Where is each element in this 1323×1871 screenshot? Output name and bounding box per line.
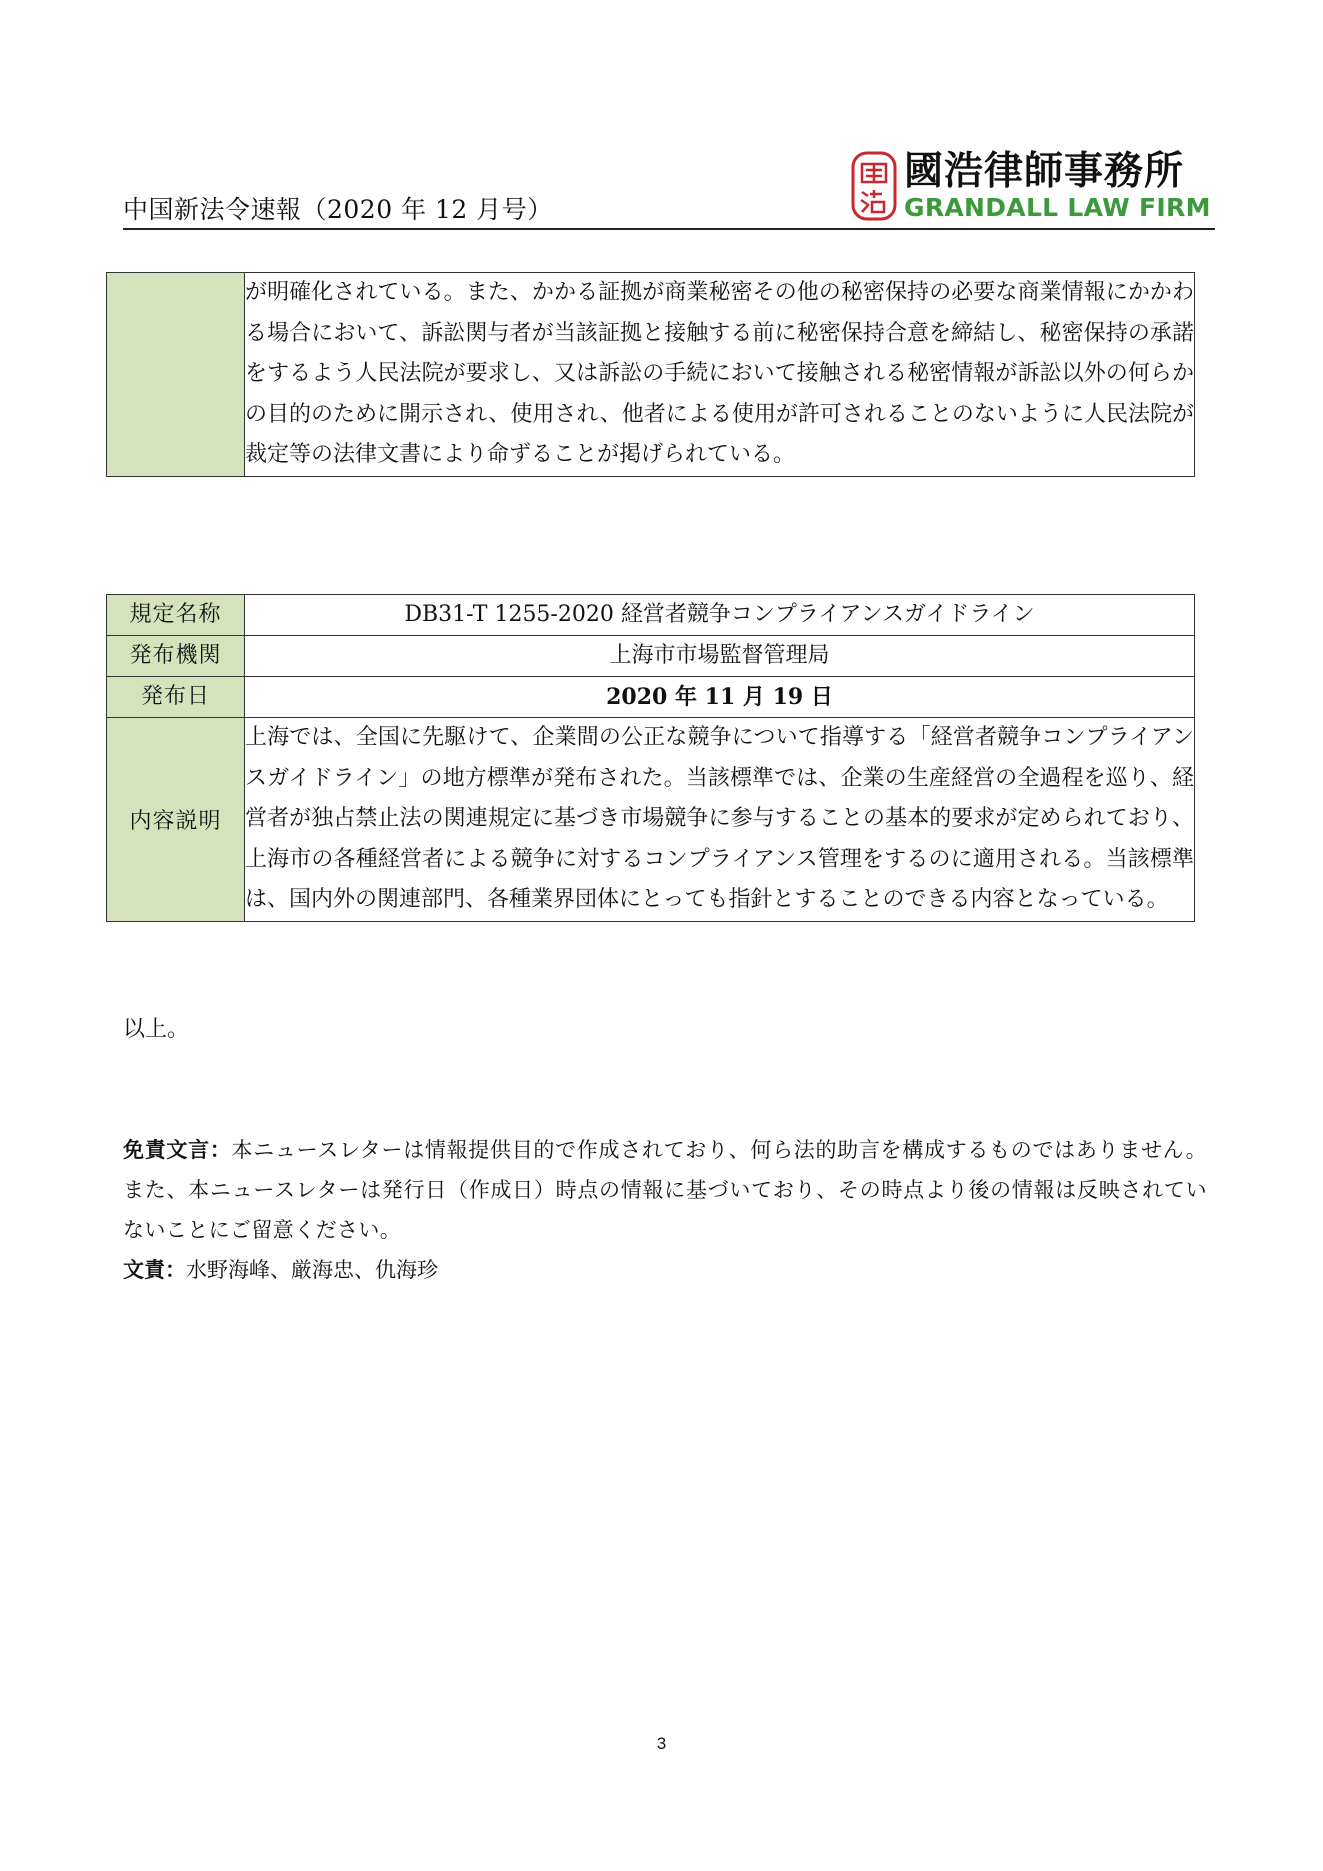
issue-date-value: 2020 年 11 月 19 日 [245, 677, 1195, 718]
closing-remark: 以上。 [123, 1017, 190, 1042]
header-divider [123, 228, 1215, 230]
grandall-seal-logo [850, 150, 898, 222]
table-row [107, 677, 1195, 718]
description-label: 内容説明 [107, 718, 245, 922]
disclaimer-label: 免責文言： [123, 1138, 232, 1162]
table-row [107, 636, 1195, 677]
regulation-name-value: DB31-T 1255-2020 経営者競争コンプライアンスガイドライン [245, 595, 1195, 636]
empty-label-cell [107, 273, 245, 477]
regulation-name-label: 規定名称 [107, 595, 245, 636]
issuer-label: 発布機関 [107, 636, 245, 677]
logo-english-name: GRANDALL LAW FIRM [904, 193, 1211, 222]
logo-chinese-name: 國浩律師事務所 [904, 149, 1185, 194]
authors [123, 1250, 438, 1290]
table-row [107, 595, 1195, 636]
page-number: 3 [656, 1734, 667, 1753]
continued-law-table [106, 272, 1195, 477]
newsletter-title: 中国新法令速報（2020 年 12 月号） [123, 195, 553, 224]
continued-content-cell: が明確化されている。また、かかる証拠が商業秘密その他の秘密保持の必要な商業情報にかかわる場合において、訴訟関与者が当該証拠と接触する前に秘密保持合意を締結し、秘密保持の承諾をするよう人民法院が要求し、又は訴訟の手続において接触される秘密情報が訴訟以外の何らかの目的のために開示され、使用され、他者による使用が許可されることのないように人民法院が裁定等の法律文書により命ずることが掲げられている。 [245, 273, 1195, 477]
regulation-table [106, 594, 1195, 922]
table-row [107, 718, 1195, 922]
description-value: 上海では、全国に先駆けて、企業間の公正な競争について指導する「経営者競争コンプライアンスガイドライン」の地方標準が発布された。当該標準では、企業の生産経営の全過程を巡り、経営者が独占禁止法の関連規定に基づき市場競争に参与することの基本的要求が定められており、上海市の各種経営者による競争に対するコンプライアンス管理をするのに適用される。当該標準は、国内外の関連部門、各種業界団体にとっても指針とすることのできる内容となっている。 [245, 718, 1195, 922]
disclaimer [123, 1130, 1207, 1250]
authors-label: 文責： [123, 1258, 186, 1282]
issue-date-label: 発布日 [107, 677, 245, 718]
table-row [107, 273, 1195, 477]
authors-names: 水野海峰、厳海忠、仇海珍 [186, 1258, 438, 1282]
issuer-value: 上海市市場監督管理局 [245, 636, 1195, 677]
disclaimer-text: 本ニュースレターは情報提供目的で作成されており、何ら法的助言を構成するものではありません。また、本ニュースレターは発行日（作成日）時点の情報に基づいており、その時点より後の情報は反映されていないことにご留意ください。 [123, 1138, 1207, 1242]
